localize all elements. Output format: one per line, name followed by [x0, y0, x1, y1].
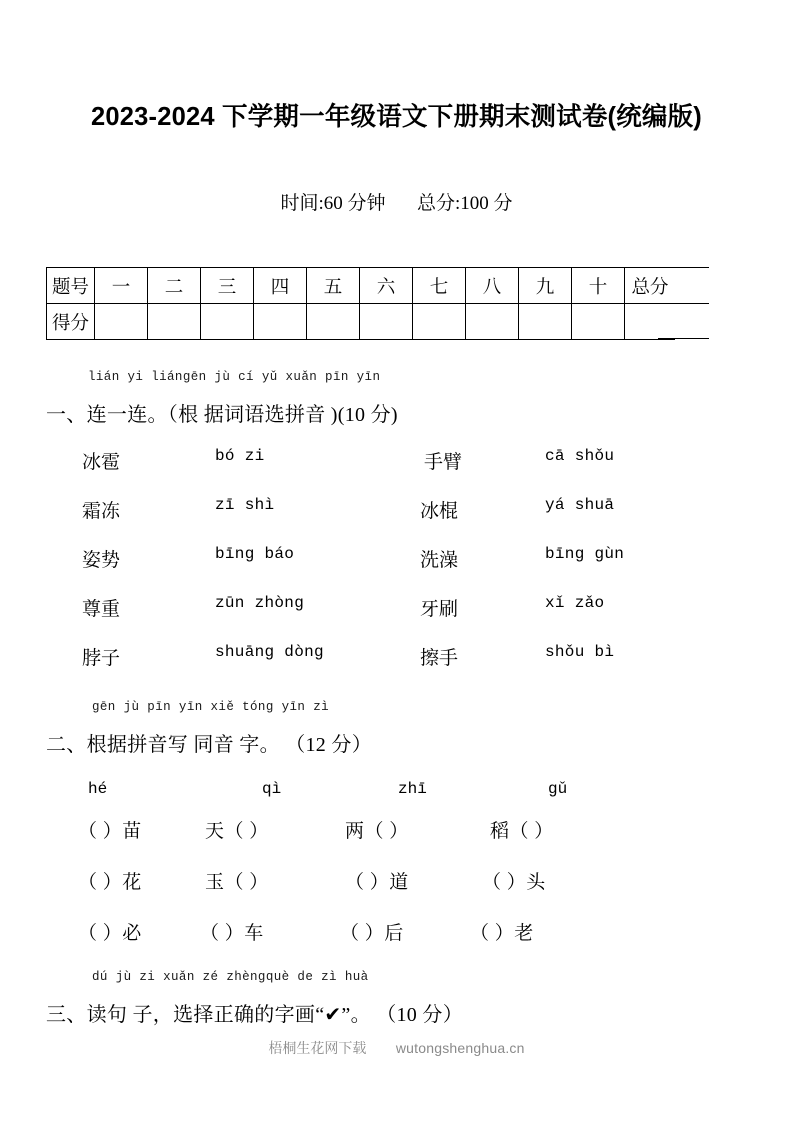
score-table-col-5: 五	[307, 268, 360, 304]
homophone-tone-row	[0, 780, 793, 806]
score-table-col-1: 一	[95, 268, 148, 304]
homophone-answer-row	[0, 816, 793, 846]
score-table-col-7: 七	[413, 268, 466, 304]
homophone-blank[interactable]: （ ）道	[345, 872, 409, 893]
score-table-row-header-1: 题号	[47, 268, 95, 304]
homophone-blank[interactable]: 两（ ）	[345, 821, 409, 842]
table-rule-bottom-extension	[658, 338, 709, 339]
match-word-left[interactable]: 姿势	[82, 550, 121, 571]
score-cell-9[interactable]	[519, 304, 572, 340]
match-word-right[interactable]: 牙刷	[420, 599, 459, 620]
table-rule-middle-extension	[658, 303, 709, 304]
match-row	[0, 447, 793, 477]
score-table-col-3: 三	[201, 268, 254, 304]
match-word-right[interactable]: 手臂	[424, 452, 463, 473]
match-row	[0, 496, 793, 526]
homophone-blank[interactable]: 玉（ ）	[205, 872, 269, 893]
score-cell-7[interactable]	[413, 304, 466, 340]
section-2-title: 二、根据拼音写 同音 字。 （12 分）	[46, 734, 372, 756]
homophone-blank[interactable]: （ ）老	[470, 923, 534, 944]
homophone-blank[interactable]: （ ）车	[200, 923, 264, 944]
score-table-col-6: 六	[360, 268, 413, 304]
match-pinyin-right[interactable]: shǒu bì	[545, 643, 615, 661]
score-table-col-2: 二	[148, 268, 201, 304]
score-cell-6[interactable]	[360, 304, 413, 340]
section-1-pinyin: lián yi liángēn jù cí yǔ xuǎn pīn yīn	[88, 370, 381, 384]
score-table-col-10: 十	[572, 268, 625, 304]
match-row	[0, 545, 793, 575]
score-cell-10[interactable]	[572, 304, 625, 340]
match-pinyin-left[interactable]: zī shì	[215, 496, 275, 514]
match-pinyin-left[interactable]: bó zi	[215, 447, 265, 465]
match-pinyin-right[interactable]: cā shǒu	[545, 447, 615, 465]
match-word-left[interactable]: 冰雹	[82, 452, 121, 473]
score-cell-1[interactable]	[95, 304, 148, 340]
homophone-blank[interactable]: （ ）头	[482, 872, 546, 893]
tone-label-3: zhī	[398, 780, 427, 798]
score-table-row-header-2: 得分	[47, 304, 95, 340]
score-cell-5[interactable]	[307, 304, 360, 340]
footer-watermark	[0, 1038, 793, 1058]
homophone-blank[interactable]: 天（ ）	[205, 821, 269, 842]
tone-label-1: hé	[88, 780, 108, 798]
score-cell-4[interactable]	[254, 304, 307, 340]
homophone-blank[interactable]: （ ）花	[78, 872, 142, 893]
table-row-scores	[47, 304, 676, 340]
match-pinyin-left[interactable]: shuāng dòng	[215, 643, 324, 661]
exam-time-label: 时间:60 分钟	[280, 193, 386, 214]
match-pinyin-left[interactable]: bīng báo	[215, 545, 295, 563]
score-cell-2[interactable]	[148, 304, 201, 340]
match-word-right[interactable]: 擦手	[420, 648, 459, 669]
score-cell-3[interactable]	[201, 304, 254, 340]
score-table-col-total: 总分	[625, 268, 676, 304]
homophone-answer-row	[0, 867, 793, 897]
score-cell-8[interactable]	[466, 304, 519, 340]
footer-source-label: 梧桐生花网下载	[268, 1042, 367, 1057]
homophone-blank[interactable]: （ ）苗	[78, 821, 142, 842]
score-table-container	[46, 267, 669, 340]
match-pinyin-left[interactable]: zūn zhòng	[215, 594, 305, 612]
exam-meta	[0, 188, 793, 215]
score-cell-total[interactable]	[625, 304, 676, 340]
match-pinyin-right[interactable]: yá shuā	[545, 496, 615, 514]
homophone-blank[interactable]: 稻（ ）	[490, 821, 554, 842]
section-1-title: 一、连一连。（根 据词语选拼音 )(10 分)	[46, 404, 398, 426]
table-rule-top-extension	[658, 267, 709, 268]
match-word-left[interactable]: 霜冻	[82, 501, 121, 522]
page-title: 2023-2024 下学期一年级语文下册期末测试卷(统编版)	[90, 103, 703, 131]
tone-label-4: gǔ	[548, 780, 568, 798]
footer-site-url: wutongshenghua.cn	[395, 1040, 525, 1056]
exam-total-score-label: 总分:100 分	[417, 193, 513, 214]
section-2-pinyin: gēn jù pīn yīn xiě tóng yīn zì	[92, 700, 330, 714]
match-row	[0, 594, 793, 624]
score-table-col-4: 四	[254, 268, 307, 304]
score-table	[46, 267, 675, 340]
score-table-col-9: 九	[519, 268, 572, 304]
score-table-col-8: 八	[466, 268, 519, 304]
homophone-answer-row	[0, 918, 793, 948]
homophone-blank[interactable]: （ ）必	[78, 923, 142, 944]
tone-label-2: qì	[262, 780, 282, 798]
match-row	[0, 643, 793, 673]
match-pinyin-right[interactable]: bīng gùn	[545, 545, 625, 563]
homophone-blank[interactable]: （ ）后	[340, 923, 404, 944]
match-word-left[interactable]: 尊重	[82, 599, 121, 620]
match-pinyin-right[interactable]: xǐ zǎo	[545, 594, 605, 612]
match-word-left[interactable]: 脖子	[82, 648, 121, 669]
table-row-question-numbers	[47, 268, 676, 304]
match-word-right[interactable]: 洗澡	[420, 550, 459, 571]
match-word-right[interactable]: 冰棍	[420, 501, 459, 522]
section-3-pinyin: dú jù zi xuǎn zé zhèngquè de zì huà	[92, 970, 369, 984]
section-3-title: 三、读句 子，选择正确的字画“✔”。 （10 分）	[46, 1004, 464, 1026]
